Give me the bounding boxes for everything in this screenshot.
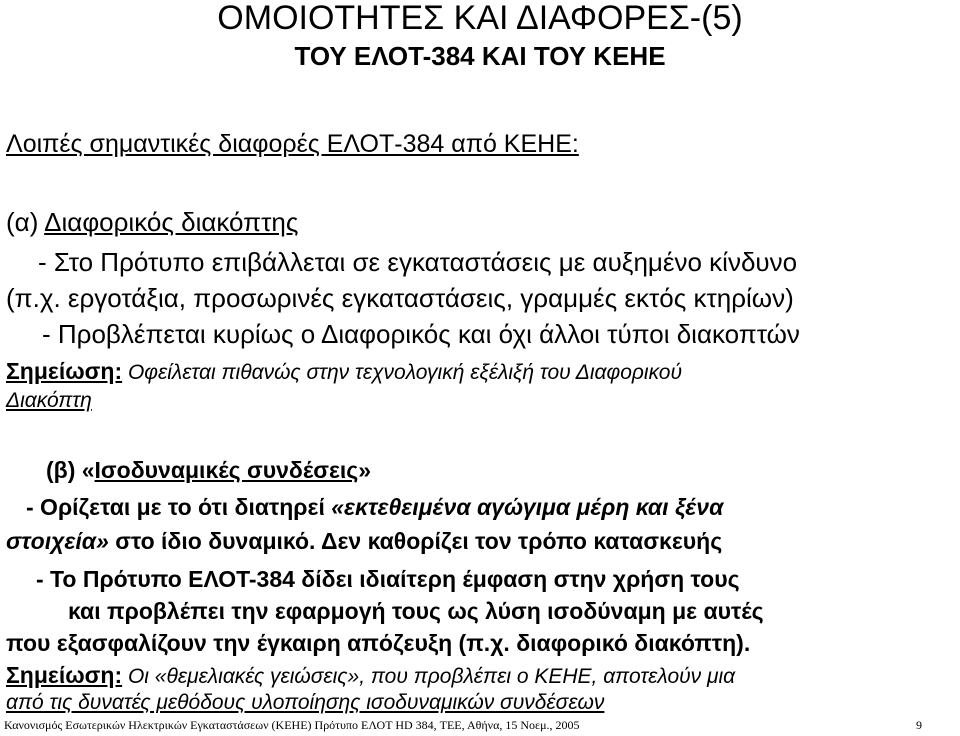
- item-b-heading: [46, 455, 371, 485]
- item-b-title: Ισοδυναμικές συνδέσεις: [94, 457, 359, 483]
- item-b-line-2-b: στο ίδιο δυναμικό. Δεν καθορίζει τον τρόπο κατασκευής: [108, 528, 723, 554]
- item-b-prefix: (β) «: [46, 457, 95, 483]
- item-a-line-2: (π.χ. εργοτάξια, προσωρινές εγκαταστάσεις, γραμμές εκτός κτηρίων): [6, 283, 794, 313]
- item-b-line-2: [6, 526, 722, 556]
- item-a-note-line-2: Διακόπτη: [6, 389, 92, 412]
- item-b-note-label: Σημείωση:: [6, 662, 123, 688]
- page-title: ΟΜΟΙΟΤΗΤΕΣ ΚΑΙ ΔΙΑΦΟΡΕΣ-(5): [217, 0, 743, 37]
- item-a-note-text: Οφείλεται πιθανώς στην τεχνολογική εξέλιξή του Διαφορικού: [122, 361, 683, 384]
- item-a-title: Διαφορικός διακόπτης: [44, 207, 299, 237]
- item-a-note-label: Σημείωση:: [6, 358, 123, 384]
- item-b-line-5: που εξασφαλίζουν την έγκαιρη απόζευξη (π.χ. διαφορικό διακόπτη).: [6, 630, 751, 656]
- item-b-note-line-2: από τις δυνατές μεθόδους υλοποίησης ισοδυναμικών συνδέσεων: [6, 691, 605, 714]
- page-subtitle: ΤΟΥ ΕΛΟΤ-384 ΚΑΙ ΤΟΥ ΚΕΗΕ: [294, 41, 666, 71]
- item-b-note-text: Οι «θεμελιακές γειώσεις», που προβλέπει ο ΚΕΗΕ, αποτελούν μια: [122, 665, 736, 688]
- item-b-line-4: και προβλέπει την εφαρμογή τους ως λύση ισοδύναμη με αυτές: [68, 598, 764, 624]
- item-b-line-1: [26, 492, 723, 522]
- item-b-line-2-a: στοιχεία»: [6, 528, 109, 554]
- item-a-line-3: - Προβλέπεται κυρίως ο Διαφορικός και όχι άλλοι τύποι διακοπτών: [42, 319, 800, 349]
- item-b-line-1-a: - Ορίζεται με το ότι διατηρεί: [26, 494, 332, 520]
- item-a-prefix: (α): [6, 207, 45, 237]
- section-heading: Λοιπές σημαντικές διαφορές ΕΛΟΤ-384 από ΚΕΗΕ:: [6, 130, 579, 158]
- item-a-heading: [6, 206, 298, 238]
- item-b-line-1-b: «εκτεθειμένα αγώγιμα μέρη και ξένα: [331, 494, 724, 520]
- item-b-suffix: »: [358, 457, 372, 483]
- item-b-line-3: - Το Πρότυπο ΕΛΟΤ-384 δίδει ιδιαίτερη έμφαση στην χρήση τους: [36, 566, 740, 592]
- page-number: 9: [916, 718, 922, 732]
- item-a-line-1: - Στο Πρότυπο επιβάλλεται σε εγκαταστάσεις με αυξημένο κίνδυνο: [38, 247, 798, 277]
- item-a-note: [6, 356, 682, 388]
- footer-citation: Κανονισμός Εσωτερικών Ηλεκτρικών Εγκαταστάσεων (ΚΕΗΕ) Πρότυπο ΕΛΟΤ HD 384, ΤΕΕ, Αθήνα, 15 Νοεμ., 2005: [4, 718, 580, 732]
